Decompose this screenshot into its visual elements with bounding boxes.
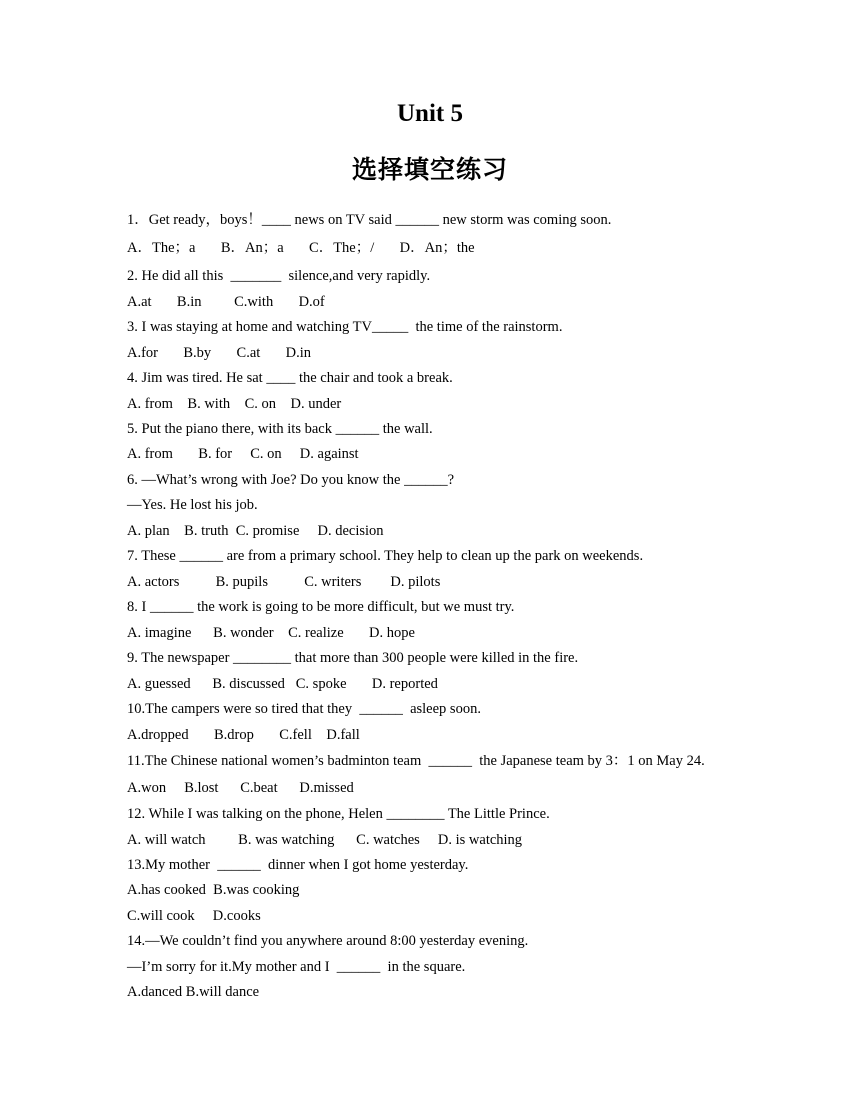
question-14-stem: 14.—We couldn’t find you anywhere around 8:00 yesterday evening. xyxy=(127,933,529,949)
question-1-stem: 1．Get ready，boys！____ news on TV said ______ new storm was coming soon. xyxy=(127,212,612,228)
question-11-stem: 11.The Chinese national women’s badminton team ______ the Japanese team by 3：1 on May 24. xyxy=(127,753,705,769)
question-6-reply: —Yes. He lost his job. xyxy=(127,497,258,513)
page-title: Unit 5 xyxy=(397,100,463,127)
question-3-stem: 3. I was staying at home and watching TV_____ the time of the rainstorm. xyxy=(127,319,563,335)
question-2-stem: 2. He did all this _______ silence,and very rapidly. xyxy=(127,268,431,284)
question-13-options-a-b: A.has cooked B.was cooking xyxy=(127,882,300,898)
question-8-stem: 8. I ______ the work is going to be more difficult, but we must try. xyxy=(127,599,515,615)
question-10-stem: 10.The campers were so tired that they ______ asleep soon. xyxy=(127,701,481,717)
question-2-options: A.at B.in C.with D.of xyxy=(127,294,325,310)
question-6-stem: 6. —What’s wrong with Joe? Do you know the ______? xyxy=(127,472,455,488)
question-13-options-c-d: C.will cook D.cooks xyxy=(127,908,261,924)
question-14-reply: —I’m sorry for it.My mother and I ______ in the square. xyxy=(127,959,466,975)
question-7-stem: 7. These ______ are from a primary school. They help to clean up the park on weekends. xyxy=(127,548,644,564)
question-13-stem: 13.My mother ______ dinner when I got home yesterday. xyxy=(127,857,469,873)
question-12-options: A. will watch B. was watching C. watches D. is watching xyxy=(127,832,523,848)
question-3-options: A.for B.by C.at D.in xyxy=(127,345,312,361)
question-5-stem: 5. Put the piano there, with its back ______ the wall. xyxy=(127,421,433,437)
question-12-stem: 12. While I was talking on the phone, Helen ________ The Little Prince. xyxy=(127,806,550,822)
question-11-options: A.won B.lost C.beat D.missed xyxy=(127,780,354,796)
question-7-options: A. actors B. pupils C. writers D. pilots xyxy=(127,574,441,590)
question-4-stem: 4. Jim was tired. He sat ____ the chair and took a break. xyxy=(127,370,453,386)
question-6-options: A. plan B. truth C. promise D. decision xyxy=(127,523,384,539)
question-1-options: A．The；a B．An；a C．The；/ D．An；the xyxy=(127,240,475,256)
question-14-options: A.danced B.will dance xyxy=(127,984,260,1000)
question-8-options: A. imagine B. wonder C. realize D. hope xyxy=(127,625,415,641)
question-9-options: A. guessed B. discussed C. spoke D. reported xyxy=(127,676,438,692)
question-5-options: A. from B. for C. on D. against xyxy=(127,446,359,462)
question-10-options: A.dropped B.drop C.fell D.fall xyxy=(127,727,360,743)
question-4-options: A. from B. with C. on D. under xyxy=(127,396,342,412)
question-9-stem: 9. The newspaper ________ that more than 300 people were killed in the fire. xyxy=(127,650,579,666)
page-subtitle: 选择填空练习 xyxy=(351,155,508,184)
